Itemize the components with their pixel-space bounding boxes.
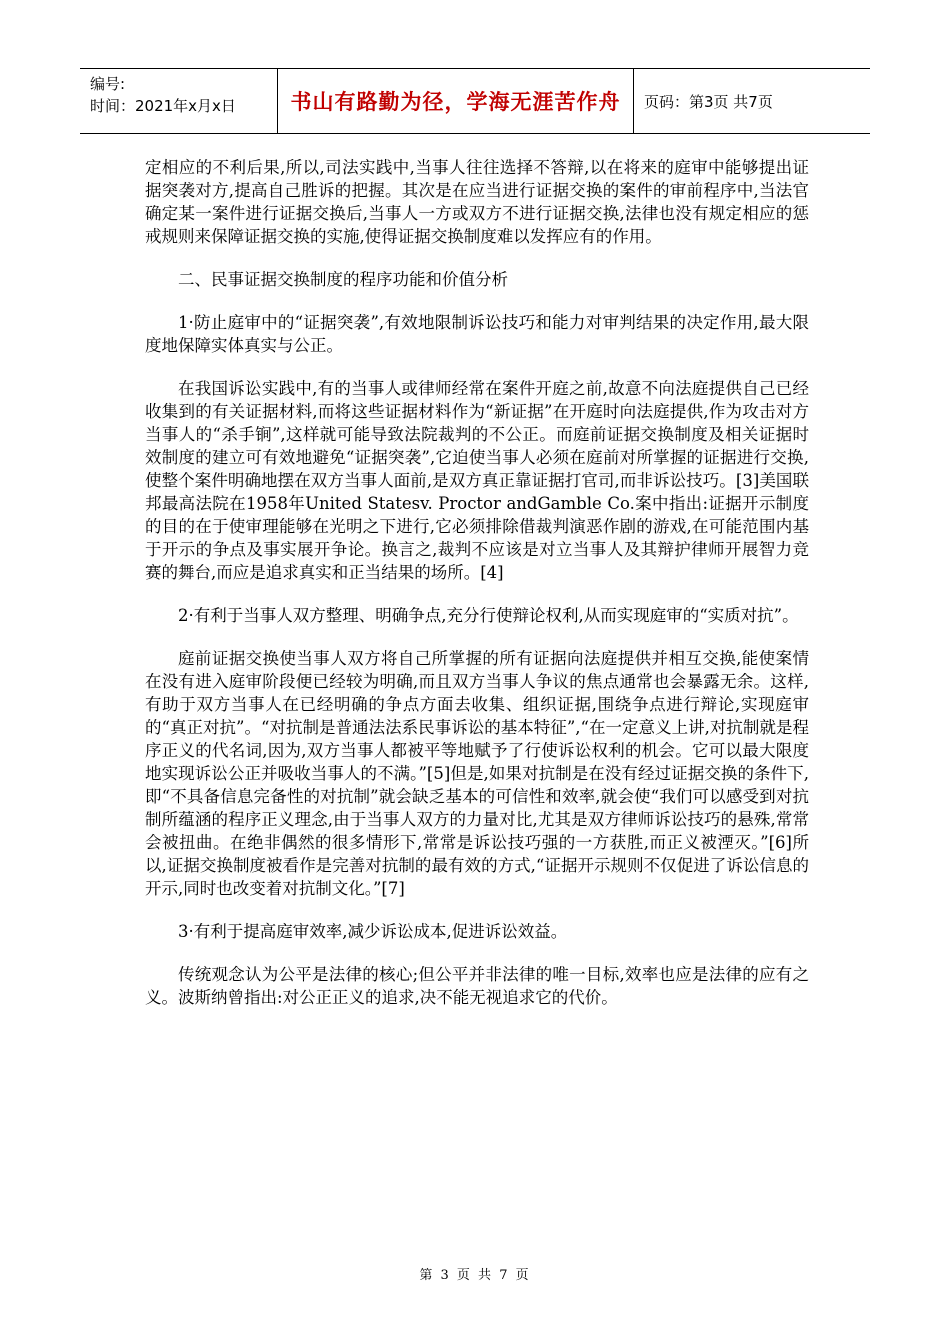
paragraph-continuation: 定相应的不利后果,所以,司法实践中,当事人往往选择不答辩,以在将来的庭审中能够提出证据突袭对方,提高自己胜诉的把握。其次是在应当进行证据交换的案件的审前程序中,当法官确定某一案件进行证据交换后,当事人一方或双方不进行证据交换,法律也没有规定相应的惩戒规则来保障证据交换的实施,使得证据交换制度难以发挥应有的作用。 (145, 158, 809, 246)
header-page-label: 页码：第3页 共7页 (644, 92, 773, 111)
header-motto: 书山有路勤为径，学海无涯苦作舟 (278, 69, 634, 133)
section-heading: 二、民事证据交换制度的程序功能和价值分析 (178, 270, 508, 289)
header-meta (80, 69, 278, 133)
page-footer: 第 3 页 共 7 页 (419, 1268, 531, 1283)
page-header (80, 68, 870, 134)
point-heading-1: 1·防止庭审中的“证据突袭”,有效地限制诉讼技巧和能力对审判结果的决定作用,最大限度地保障实体真实与公正。 (145, 313, 809, 355)
document-number-label: 编号: (90, 75, 126, 93)
point-heading-2: 2·有利于当事人双方整理、明确争点,充分行使辩论权利,从而实现庭审的“实质对抗”。 (178, 606, 799, 625)
document-time-label: 时间：2021年x月x日 (90, 97, 236, 115)
paragraph: 在我国诉讼实践中,有的当事人或律师经常在案件开庭之前,故意不向法庭提供自己已经收集到的有关证据材料,而将这些证据材料作为“新证据”在开庭时向法庭提供,作为攻击对方当事人的“杀手锏”,这样就可能导致法院裁判的不公正。而庭前证据交换制度及相关证据时效制度的建立可有效地避免“证据突袭”,它迫使当事人必须在庭前对所掌握的证据进行交换,使整个案件明确地摆在双方当事人面前,是双方真正靠证据打官司,而非诉讼技巧。[3]美国联邦最高法院在1958年United Statesv. Proctor andGamble Co.案中指出:证据开示制度的目的在于使审理能够在光明之下进行,它必须排除借裁判演恶作剧的游戏,在可能范围内基于开示的争点及事实展开争论。换言之,裁判不应该是对立当事人及其辩护律师开展智力竞赛的舞台,而应是追求真实和正当结果的场所。[4] (145, 379, 809, 582)
paragraph: 庭前证据交换使当事人双方将自己所掌握的所有证据向法庭提供并相互交换,能使案情在没有进入庭审阶段便已经较为明确,而且双方当事人争议的焦点通常也会暴露无余。这样,有助于双方当事人在已经明确的争点方面去收集、组织证据,围绕争点进行辩论,实现庭审的“真正对抗”。“对抗制是普通法法系民事诉讼的基本特征”,“在一定意义上讲,对抗制就是程序正义的代名词,因为,双方当事人都被平等地赋予了行使诉讼权利的机会。它可以最大限度地实现诉讼公正并吸收当事人的不满。”[5]但是,如果对抗制是在没有经过证据交换的条件下,即“不具备信息完备性的对抗制”就会缺乏基本的可信性和效率,就会使“我们可以感受到对抗制所蕴涵的程序正义理念,由于当事人双方的力量对比,尤其是双方律师诉讼技巧的悬殊,常常会被扭曲。在绝非偶然的很多情形下,常常是诉讼技巧强的一方获胜,而正义被湮灭。”[6]所以,证据交换制度被看作是完善对抗制的最有效的方式,“证据开示规则不仅促进了诉讼信息的开示,同时也改变着对抗制文化。”[7] (145, 649, 809, 898)
point-heading-3: 3·有利于提高庭审效率,减少诉讼成本,促进诉讼效益。 (178, 922, 568, 941)
paragraph: 传统观念认为公平是法律的核心;但公平并非法律的唯一目标,效率也应是法律的应有之义。波斯纳曾指出:对公正正义的追求,决不能无视追求它的代价。 (145, 965, 809, 1007)
document-body (145, 156, 809, 1029)
